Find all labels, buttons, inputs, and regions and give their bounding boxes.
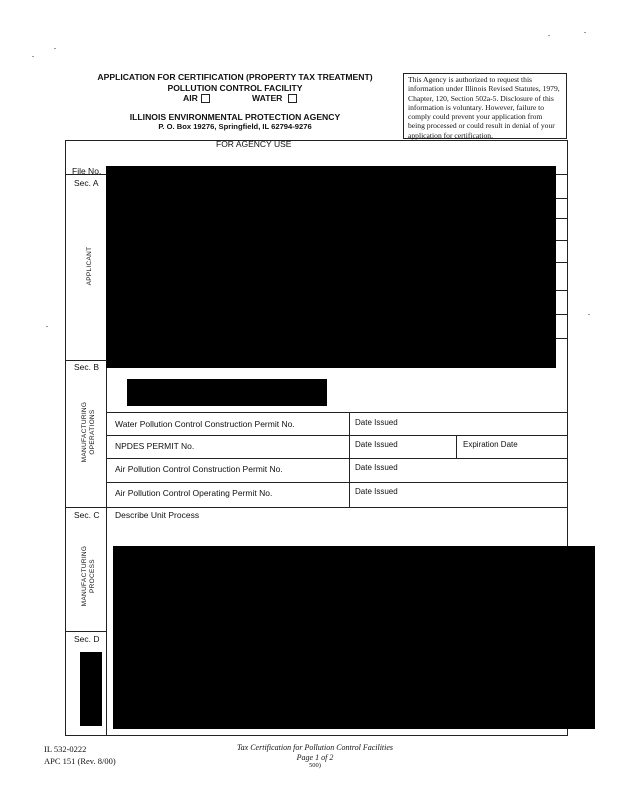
air-label: AIR <box>183 93 198 103</box>
section-a-label: Sec. A <box>74 178 99 188</box>
date-issued-label: Date Issued <box>355 487 398 496</box>
expiration-date-label: Expiration Date <box>463 440 518 449</box>
applicant-side-label: APPLICANT <box>86 246 93 286</box>
manufacturing-process-side-label <box>81 533 97 619</box>
notice-line: comply could prevent your application from <box>408 112 543 122</box>
redacted-applicant-info <box>106 166 556 368</box>
water-label: WATER <box>252 93 283 103</box>
side-label-line: PROCESS <box>89 559 96 593</box>
divider <box>65 631 107 632</box>
agency-name: ILLINOIS ENVIRONMENTAL PROTECTION AGENCY <box>129 112 341 122</box>
describe-unit-process-label: Describe Unit Process <box>115 510 200 520</box>
manufacturing-operations-side-label <box>81 389 97 475</box>
air-construction-permit-label: Air Pollution Control Construction Permit No. <box>115 464 283 474</box>
scan-speck <box>54 48 56 49</box>
divider <box>456 435 457 458</box>
divider <box>107 435 568 436</box>
notice-line: information under Illinois Revised Statutes, 1979, <box>408 84 560 94</box>
scan-speck <box>548 35 550 36</box>
redacted-section-d-side <box>80 652 102 726</box>
divider <box>65 507 568 508</box>
air-operating-permit-label: Air Pollution Control Operating Permit No. <box>115 488 273 498</box>
scan-speck <box>46 326 48 327</box>
scan-speck <box>32 56 34 57</box>
water-permit-label: Water Pollution Control Construction Permit No. <box>115 419 295 429</box>
divider <box>555 338 568 339</box>
divider <box>107 482 568 483</box>
divider <box>555 290 568 291</box>
redacted-operations-info <box>127 379 327 406</box>
divider <box>555 218 568 219</box>
date-issued-label: Date Issued <box>355 440 398 449</box>
divider <box>555 314 568 315</box>
notice-line: information is voluntary. However, failure to <box>408 102 545 112</box>
notice-line: This Agency is authorized to request this <box>408 75 533 84</box>
divider <box>65 360 107 361</box>
side-label-line: MANUFACTURING <box>81 401 88 463</box>
page-number: Page 1 of 2 <box>296 753 334 762</box>
divider <box>107 458 568 459</box>
npdes-permit-label: NPDES PERMIT No. <box>115 441 195 451</box>
side-label-line: MANUFACTURING <box>81 545 88 607</box>
divider <box>107 412 568 413</box>
section-b-label: Sec. B <box>74 362 100 372</box>
side-label-line: OPERATIONS <box>89 409 96 455</box>
date-issued-label: Date Issued <box>355 463 398 472</box>
redacted-process-description <box>113 546 595 729</box>
form-title-line1: APPLICATION FOR CERTIFICATION (PROPERTY TAX TREATMENT) <box>97 72 373 82</box>
notice-line: Chapter, 120, Section 502a-5. Disclosure of this <box>408 93 554 103</box>
scan-speck <box>588 314 590 315</box>
water-checkbox[interactable] <box>288 94 297 103</box>
form-revision: APC 151 (Rev. 8/00) <box>44 756 116 766</box>
divider <box>555 262 568 263</box>
form-title-line2: POLLUTION CONTROL FACILITY <box>167 83 303 93</box>
divider <box>349 412 350 507</box>
divider <box>106 554 107 736</box>
section-c-label: Sec. C <box>74 510 100 520</box>
scan-speck <box>584 32 586 33</box>
form-code: IL 532-0222 <box>44 744 87 754</box>
agency-use-label: FOR AGENCY USE <box>216 139 292 149</box>
file-no-label: File No. <box>72 166 102 176</box>
footer-document-title: Tax Certification for Pollution Control Facilities <box>236 743 394 752</box>
agency-address: P. O. Box 19276, Springfield, IL 62794-9276 <box>158 122 312 131</box>
notice-line: being processed or could result in denial of your <box>408 121 555 131</box>
notice-line: application for certification. <box>408 130 493 140</box>
footer-note: 500) <box>309 762 321 769</box>
date-issued-label: Date Issued <box>355 418 398 427</box>
divider <box>555 198 568 199</box>
section-d-label: Sec. D <box>74 634 100 644</box>
divider <box>555 240 568 241</box>
air-checkbox[interactable] <box>201 94 210 103</box>
disclosure-notice <box>408 75 564 140</box>
